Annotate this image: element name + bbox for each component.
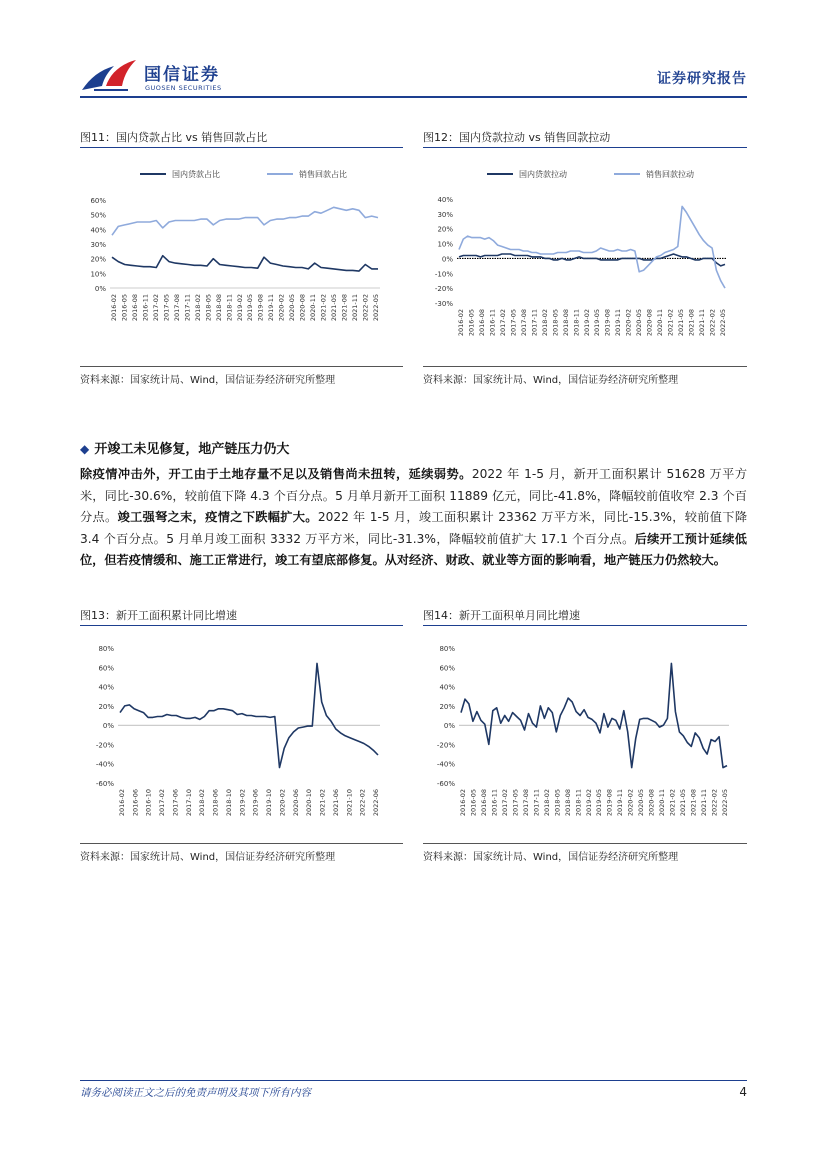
figure-13-bottom-rule xyxy=(80,843,403,844)
page-number: 4 xyxy=(739,1085,747,1099)
doc-type: 证券研究报告 xyxy=(657,71,747,87)
figure-14-chart xyxy=(423,630,747,840)
x-tick-label: 2017-10 xyxy=(184,789,193,817)
x-tick-label: 2020-06 xyxy=(291,789,300,817)
figure-14-source: 资料来源：国家统计局、Wind，国信证券经济研究所整理 xyxy=(423,852,679,863)
x-tick-label: 2016-08 xyxy=(130,294,139,322)
x-tick-label: 2017-02 xyxy=(151,294,160,322)
x-tick-label: 2018-08 xyxy=(561,309,570,337)
figure-13-title: 图13：新开工面积累计同比增速 xyxy=(80,609,237,622)
y-tick-label: -20% xyxy=(436,741,455,750)
y-tick-label: 80% xyxy=(439,645,455,653)
legend-label: 国内贷款拉动 xyxy=(519,170,567,179)
x-tick-label: 2019-02 xyxy=(238,789,247,817)
y-tick-label: 20% xyxy=(90,255,106,264)
y-tick-label: 20% xyxy=(437,225,453,234)
para-bold-1: 除疫情冲击外，开工由于土地存量不足以及销售尚未扭转，延续弱势。 xyxy=(80,467,472,481)
x-tick-label: 2020-08 xyxy=(645,309,654,337)
x-tick-label: 2021-11 xyxy=(700,789,709,817)
x-tick-label: 2016-11 xyxy=(488,309,497,337)
x-tick-label: 2017-05 xyxy=(162,294,171,322)
y-tick-label: -20% xyxy=(95,741,114,750)
figure-12-chart xyxy=(423,152,747,364)
y-tick-label: 40% xyxy=(98,683,114,692)
y-tick-label: -40% xyxy=(436,760,455,769)
figure-12-source: 资料来源：国家统计局、Wind，国信证券经济研究所整理 xyxy=(423,375,679,386)
x-tick-label: 2021-11 xyxy=(351,294,360,322)
figure-11-chart xyxy=(80,152,403,364)
x-tick-label: 2020-02 xyxy=(624,309,633,337)
x-tick-label: 2020-11 xyxy=(656,309,665,337)
x-tick-label: 2022-05 xyxy=(372,294,380,322)
series-line-1 xyxy=(461,663,727,767)
series-line-1 xyxy=(459,254,725,266)
x-tick-label: 2016-11 xyxy=(141,294,150,322)
y-tick-label: 20% xyxy=(98,702,114,711)
x-tick-label: 2017-02 xyxy=(158,789,167,817)
x-tick-label: 2017-05 xyxy=(511,789,520,817)
x-tick-label: 2021-05 xyxy=(677,309,686,337)
x-tick-label: 2018-05 xyxy=(553,789,562,817)
y-tick-label: 50% xyxy=(90,211,106,220)
x-tick-label: 2018-02 xyxy=(540,309,549,337)
x-tick-label: 2018-02 xyxy=(542,789,551,817)
y-tick-label: 30% xyxy=(90,241,106,249)
figure-12-title: 图12：国内贷款拉动 vs 销售回款拉动 xyxy=(423,131,611,144)
x-tick-label: 2021-02 xyxy=(319,294,328,322)
legend-label: 销售回款拉动 xyxy=(646,170,694,179)
x-tick-label: 2018-02 xyxy=(198,789,207,817)
x-tick-label: 2019-05 xyxy=(593,309,602,337)
y-tick-label: 40% xyxy=(437,196,453,204)
y-tick-label: 20% xyxy=(439,702,455,711)
x-tick-label: 2019-11 xyxy=(616,789,625,817)
y-tick-label: 40% xyxy=(90,226,106,235)
x-tick-label: 2016-05 xyxy=(469,789,478,817)
y-tick-label: 30% xyxy=(437,210,453,219)
x-tick-label: 2020-02 xyxy=(626,789,635,817)
series-line-1 xyxy=(120,663,378,767)
y-tick-label: -20% xyxy=(434,285,453,294)
x-tick-label: 2017-11 xyxy=(532,789,541,817)
x-tick-label: 2020-11 xyxy=(309,294,318,322)
x-tick-label: 2018-11 xyxy=(574,789,583,817)
y-tick-label: 40% xyxy=(439,683,455,692)
footer-disclaimer: 请务必阅读正文之后的免责声明及其项下所有内容 xyxy=(80,1087,311,1099)
x-tick-label: 2018-02 xyxy=(193,294,202,322)
logo-en: GUOSEN SECURITIES xyxy=(145,84,222,92)
x-tick-label: 2017-06 xyxy=(171,789,180,817)
x-tick-label: 2019-02 xyxy=(584,789,593,817)
y-tick-label: -60% xyxy=(436,780,455,788)
x-tick-label: 2021-02 xyxy=(668,789,677,817)
x-tick-label: 2019-05 xyxy=(246,294,255,322)
x-tick-label: 2022-02 xyxy=(361,294,370,322)
x-tick-label: 2019-06 xyxy=(251,789,260,817)
x-tick-label: 2016-02 xyxy=(457,309,465,337)
x-tick-label: 2022-02 xyxy=(710,789,719,817)
x-tick-label: 2020-02 xyxy=(277,294,286,322)
para-text-1: 2022 年 1-5 月，新开工面积累计 51628 万平方米，同比-30.6%，较前值下降 4.3 个百分点。5 月单月新开工面积 11889 亿元，同比-41.8%，降幅较前值收窄 2.3 个百分点。 xyxy=(80,467,748,524)
y-tick-label: 0% xyxy=(441,255,453,264)
y-tick-label: 60% xyxy=(439,664,455,673)
figure-13-chart xyxy=(80,630,403,840)
x-tick-label: 2016-08 xyxy=(479,789,488,817)
x-tick-label: 2022-05 xyxy=(719,309,727,337)
y-tick-label: 80% xyxy=(98,645,114,653)
x-tick-label: 2018-05 xyxy=(204,294,213,322)
y-tick-label: 0% xyxy=(94,285,106,293)
x-tick-label: 2019-11 xyxy=(267,294,276,322)
figure-11-source: 资料来源：国家统计局、Wind，国信证券经济研究所整理 xyxy=(80,375,336,386)
figure-14-top-rule xyxy=(423,625,747,626)
x-tick-label: 2022-02 xyxy=(708,309,717,337)
x-tick-label: 2017-11 xyxy=(183,294,192,322)
x-tick-label: 2018-05 xyxy=(551,309,560,337)
y-tick-label: -10% xyxy=(434,270,453,279)
figure-12-top-rule xyxy=(423,147,747,148)
x-tick-label: 2021-08 xyxy=(687,309,696,337)
x-tick-label: 2021-08 xyxy=(340,294,349,322)
x-tick-label: 2020-11 xyxy=(658,789,667,817)
x-tick-label: 2019-02 xyxy=(582,309,591,337)
para-text-2: 2022 年 1-5 月，竣工面积累计 23362 万平方米，同比-15.3%，较前值下降 3.4 个百分点。5 月单月竣工面积 3332 万平方米，同比-31.3%，降幅较前值扩大 17.1 个百分点。 xyxy=(80,510,748,546)
header-rule xyxy=(80,96,747,98)
guosen-logo-icon xyxy=(80,56,140,96)
x-tick-label: 2016-05 xyxy=(467,309,476,337)
x-tick-label: 2019-10 xyxy=(265,789,274,817)
x-tick-label: 2022-06 xyxy=(372,789,380,817)
figure-13-top-rule xyxy=(80,625,403,626)
section-heading-text: 开竣工未见修复，地产链压力仍大 xyxy=(94,442,290,457)
x-tick-label: 2017-02 xyxy=(500,789,509,817)
body-paragraph xyxy=(80,464,747,572)
figure-11-title: 图11：国内贷款占比 vs 销售回款占比 xyxy=(80,131,268,144)
y-tick-label: 60% xyxy=(98,664,114,673)
x-tick-label: 2021-11 xyxy=(698,309,707,337)
para-bold-2: 竣工强弩之末，疫情之下跌幅扩大。 xyxy=(117,510,318,524)
x-tick-label: 2016-02 xyxy=(459,789,467,817)
y-tick-label: 10% xyxy=(437,240,453,249)
x-tick-label: 2021-02 xyxy=(666,309,675,337)
x-tick-label: 2017-05 xyxy=(509,309,518,337)
section-heading xyxy=(80,438,289,457)
x-tick-label: 2019-08 xyxy=(256,294,265,322)
x-tick-label: 2018-06 xyxy=(211,789,220,817)
x-tick-label: 2020-05 xyxy=(635,309,644,337)
x-tick-label: 2020-10 xyxy=(305,789,314,817)
diamond-bullet-icon: ◆ xyxy=(80,442,90,456)
x-tick-label: 2018-11 xyxy=(225,294,234,322)
x-tick-label: 2016-02 xyxy=(110,294,118,322)
series-line-2 xyxy=(459,206,725,288)
x-tick-label: 2021-10 xyxy=(345,789,354,817)
logo-cn: 国信证券 xyxy=(144,65,220,85)
x-tick-label: 2019-05 xyxy=(595,789,604,817)
x-tick-label: 2020-02 xyxy=(278,789,287,817)
x-tick-label: 2017-08 xyxy=(172,294,181,322)
figure-14-bottom-rule xyxy=(423,843,747,844)
y-tick-label: -60% xyxy=(95,780,114,788)
figure-11-bottom-rule xyxy=(80,366,403,367)
x-tick-label: 2021-08 xyxy=(689,789,698,817)
y-tick-label: 60% xyxy=(90,197,106,205)
x-tick-label: 2017-02 xyxy=(498,309,507,337)
x-tick-label: 2020-08 xyxy=(298,294,307,322)
y-tick-label: 0% xyxy=(443,722,455,731)
x-tick-label: 2016-06 xyxy=(131,789,140,817)
x-tick-label: 2020-05 xyxy=(637,789,646,817)
x-tick-label: 2018-08 xyxy=(214,294,223,322)
x-tick-label: 2017-08 xyxy=(519,309,528,337)
y-tick-label: 0% xyxy=(102,722,114,731)
figure-14-title: 图14：新开工面积单月同比增速 xyxy=(423,609,580,622)
x-tick-label: 2016-02 xyxy=(118,789,126,817)
x-tick-label: 2019-02 xyxy=(235,294,244,322)
x-tick-label: 2017-11 xyxy=(530,309,539,337)
legend-label: 销售回款占比 xyxy=(299,170,347,179)
x-tick-label: 2021-05 xyxy=(330,294,339,322)
y-tick-label: -30% xyxy=(434,300,453,308)
x-tick-label: 2016-10 xyxy=(144,789,153,817)
para-bold-3: 后续开工预计延续低位，但若疫情缓和、施工正常进行，竣工有望底部修复。从对经济、财政、就业等方面的影响看，地产链压力仍然较大。 xyxy=(80,531,747,567)
x-tick-label: 2022-02 xyxy=(358,789,367,817)
y-tick-label: -40% xyxy=(95,760,114,769)
figure-11-top-rule xyxy=(80,147,403,148)
x-tick-label: 2018-10 xyxy=(224,789,233,817)
x-tick-label: 2018-08 xyxy=(563,789,572,817)
x-tick-label: 2021-05 xyxy=(679,789,688,817)
legend-label: 国内贷款占比 xyxy=(172,170,220,179)
footer-rule xyxy=(80,1080,747,1081)
x-tick-label: 2016-11 xyxy=(490,789,499,817)
x-tick-label: 2020-08 xyxy=(647,789,656,817)
figure-12-bottom-rule xyxy=(423,366,747,367)
x-tick-label: 2019-08 xyxy=(605,789,614,817)
x-tick-label: 2017-08 xyxy=(521,789,530,817)
x-tick-label: 2021-06 xyxy=(331,789,340,817)
x-tick-label: 2022-05 xyxy=(721,789,729,817)
figure-13-source: 资料来源：国家统计局、Wind，国信证券经济研究所整理 xyxy=(80,852,336,863)
x-tick-label: 2019-11 xyxy=(614,309,623,337)
x-tick-label: 2016-05 xyxy=(120,294,129,322)
x-tick-label: 2016-08 xyxy=(477,309,486,337)
series-line-1 xyxy=(112,256,378,271)
y-tick-label: 10% xyxy=(90,270,106,279)
x-tick-label: 2021-02 xyxy=(318,789,327,817)
series-line-2 xyxy=(112,207,378,235)
x-tick-label: 2018-11 xyxy=(572,309,581,337)
logo xyxy=(80,56,140,96)
x-tick-label: 2020-05 xyxy=(288,294,297,322)
x-tick-label: 2019-08 xyxy=(603,309,612,337)
